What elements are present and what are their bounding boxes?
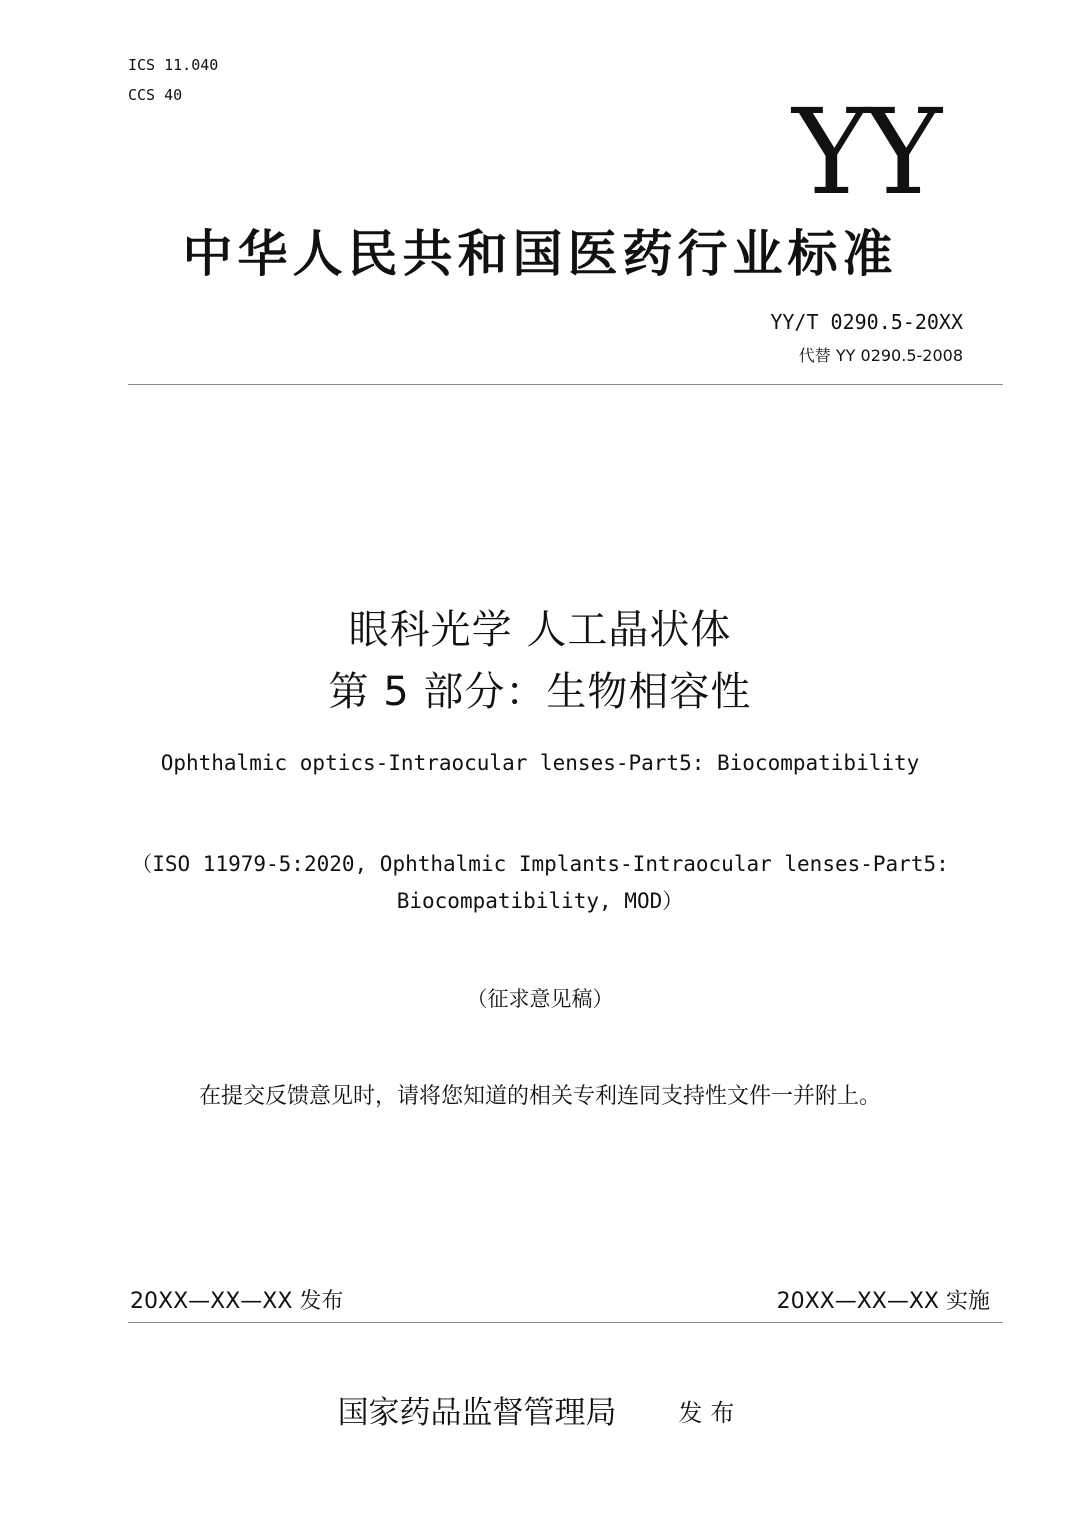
- ccs-code: CCS 40: [128, 86, 183, 104]
- bottom-divider: [128, 1322, 1003, 1323]
- issuer-action: 发布: [678, 1399, 743, 1427]
- top-divider: [128, 384, 1003, 385]
- title-en: Ophthalmic optics-Intraocular lenses-Part5: Biocompatibility: [160, 751, 920, 775]
- issuer-block: [0, 1387, 1080, 1432]
- iso-reference-line1: （ISO 11979-5:2020, Ophthalmic Implants-Intraocular lenses-Part5:: [131, 852, 949, 876]
- draft-label: （征求意见稿）: [466, 987, 614, 1011]
- issuer-name: 国家药品监督管理局: [337, 1395, 617, 1431]
- standard-logo: YY: [792, 83, 936, 221]
- issue-date: 20XX—XX—XX 发布: [130, 1289, 344, 1314]
- standard-code: YY/T 0290.5-20XX: [770, 310, 963, 334]
- implementation-date: 20XX—XX—XX 实施: [776, 1289, 990, 1314]
- title-zh-line2: 第 5 部分：生物相容性: [328, 669, 752, 715]
- iso-reference-line2: Biocompatibility, MOD）: [396, 889, 684, 913]
- replaces-standard: 代替 YY 0290.5-2008: [798, 346, 963, 365]
- ics-code: ICS 11.040: [128, 56, 219, 74]
- standard-type-title: 中华人民共和国医药行业标准: [182, 225, 898, 283]
- title-zh-line1: 眼科光学 人工晶状体: [348, 607, 732, 653]
- patent-notice: 在提交反馈意见时，请将您知道的相关专利连同支持性文件一并附上。: [198, 1084, 881, 1109]
